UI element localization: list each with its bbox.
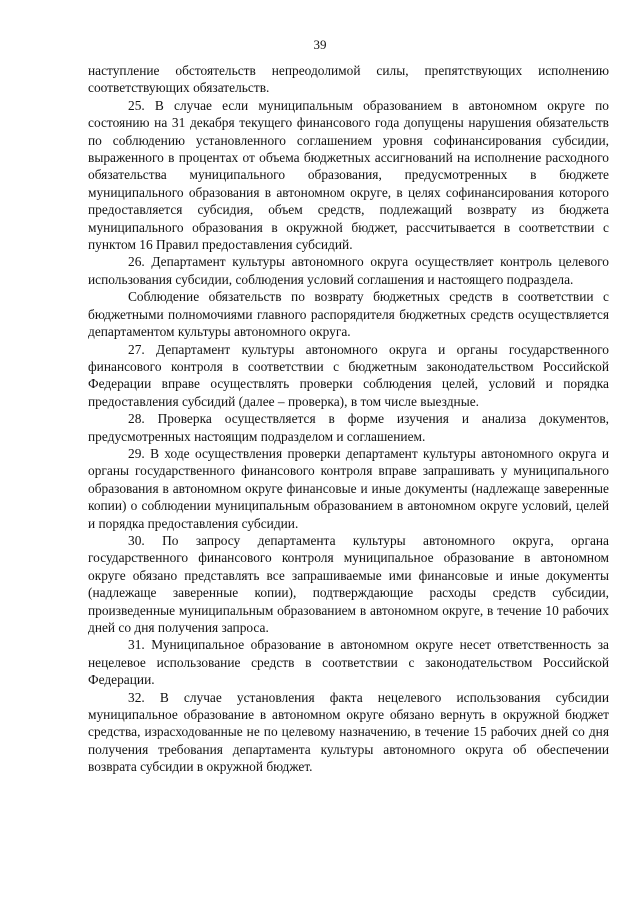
page-number: 39 <box>313 37 327 52</box>
paragraph: 26. Департамент культуры автономного округа осуществляет контроль целевого использования субсидии, соблюдения условий соглашения и настоящего подраздела. <box>88 254 609 287</box>
paragraph: 25. В случае если муниципальным образованием в автономном округе по состоянию на 31 декабря текущего финансового года допущены нарушения обязательств по соблюдению установленного соглашением уровня софинансирования субсидии, выраженного в процентах от объема бюджетных ассигнований на исполнение расходного обязательства муниципального образования, предусмотренных в бюджете муниципального образования в автономном округе, в целях софинансирования которого предоставляется субсидия, объем средств, подлежащий возврату из бюджета муниципального образования в окружной бюджет, рассчитывается в соответствии с пунктом 16 Правил предоставления субсидий. <box>88 97 609 253</box>
paragraph: 30. По запросу департамента культуры автономного округа, органа государственного финансового контроля муниципальное образование в автономном округе обязано представлять все запрашиваемые ими финансовые и иные документы (надлежаще заверенные копии), подтверждающие расходы средств субсидии, произведенные муниципальным образованием в автономном округе, в течение 10 рабочих дней со дня получения запроса. <box>88 532 609 635</box>
paragraph: 31. Муниципальное образование в автономном округе несет ответственность за нецелевое использование средств в соответствии с законодательством Российской Федерации. <box>88 637 609 688</box>
paragraph: 32. В случае установления факта нецелевого использования субсидии муниципальное образование в автономном округе обязано вернуть в окружной бюджет средства, израсходованные не по целевому назначению, в течение 15 рабочих дней со дня получения требования департамента культуры автономного округа об обеспечении возврата субсидии в окружной бюджет. <box>88 689 609 775</box>
paragraph: 27. Департамент культуры автономного округа и органы государственного финансового контроля в соответствии с бюджетным законодательством Российской Федерации вправе осуществлять проверки соблюдения целей, условий и порядка предоставления субсидий (далее – проверка), в том числе выездные. <box>88 341 609 409</box>
paragraph: 29. В ходе осуществления проверки департамент культуры автономного округа и органы государственного финансового контроля вправе запрашивать у муниципального образования в автономном округе финансовые и иные документы (надлежаще заверенные копии) о соблюдении муниципальным образованием в автономном округе условий, целей и порядка предоставления субсидии. <box>88 445 609 531</box>
paragraph: наступление обстоятельств непреодолимой силы, препятствующих исполнению соответствующих обязательств. <box>88 63 609 96</box>
document-body <box>88 62 609 776</box>
paragraph: Соблюдение обязательств по возврату бюджетных средств в соответствии с бюджетными полномочиями главного распорядителя бюджетных средств осуществляется департаментом культуры автономного округа. <box>88 289 609 340</box>
paragraph: 28. Проверка осуществляется в форме изучения и анализа документов, предусмотренных настоящим подразделом и соглашением. <box>88 411 609 444</box>
